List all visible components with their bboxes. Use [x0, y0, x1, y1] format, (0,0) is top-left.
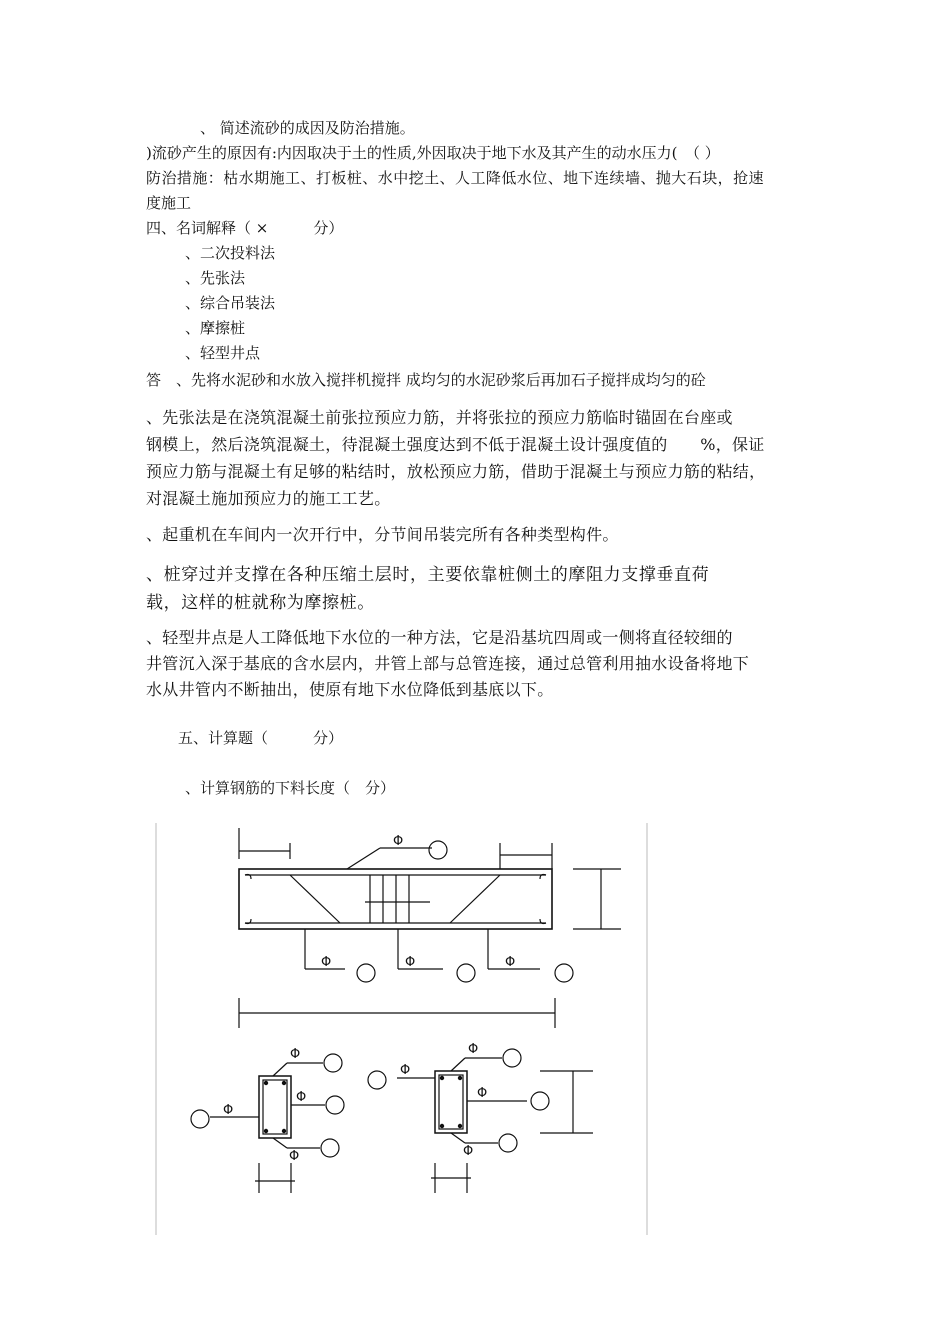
q3-measures-line1: 防治措施：枯水期施工、打板桩、水中挖土、人工降低水位、地下连续墙、抛大石块，抢速	[146, 169, 765, 187]
answer-3: 、起重机在车间内一次开行中，分节间吊装完所有各种类型构件。	[146, 525, 619, 544]
section4-heading: 四、名词解释（ × 分）	[146, 219, 344, 237]
rebar-diagram	[155, 823, 649, 1235]
bar-label-right-sec-outer: Φ	[400, 1063, 411, 1078]
bar-label-left-sec-bottom: Φ	[289, 1149, 300, 1164]
q3-measures-line2: 度施工	[146, 194, 192, 212]
term-5: 、轻型井点	[185, 344, 261, 362]
answer-2-line4: 对混凝土施加预应力的施工工艺。	[146, 489, 391, 508]
answer-2-line3: 预应力筋与混凝土有足够的粘结时，放松预应力筋，借助于混凝土与预应力筋的粘结，	[146, 462, 766, 481]
bar-label-left-sec-side: Φ	[296, 1090, 307, 1105]
answer-2-line1: 、先张法是在浇筑混凝土前张拉预应力筋，并将张拉的预应力筋临时锚固在台座或	[146, 408, 733, 427]
answer-5-line2: 井管沉入深于基底的含水层内，井管上部与总管连接，通过总管利用抽水设备将地下	[146, 654, 750, 673]
answer-4-line1: 、桩穿过并支撑在各种压缩土层时，主要依靠桩侧土的摩阻力支撑垂直荷	[146, 565, 710, 585]
answer-5-line3: 水从井管内不断抽出，使原有地下水位降低到基底以下。	[146, 680, 554, 699]
bar-label-right-sec-side: Φ	[477, 1086, 488, 1101]
q3-cause: )流砂产生的原因有:内因取决于土的性质,外因取决于地下水及其产生的动水压力( （ ）	[146, 144, 720, 162]
bar-label-top: Φ	[393, 834, 404, 849]
calc-question-1: 、计算钢筋的下料长度（ 分）	[185, 779, 396, 797]
term-4: 、摩擦桩	[185, 319, 246, 337]
bar-label-right-sec-top: Φ	[468, 1042, 479, 1057]
bar-label-bottom-left: Φ	[321, 955, 332, 970]
term-2: 、先张法	[185, 269, 246, 287]
term-1: 、二次投料法	[185, 244, 276, 262]
bar-label-bottom-mid: Φ	[405, 955, 416, 970]
answer-5-line1: 、轻型井点是人工降低地下水位的一种方法，它是沿基坑四周或一侧将直径较细的	[146, 628, 733, 647]
bar-label-left-sec-outer: Φ	[223, 1103, 234, 1118]
section5-heading: 五、计算题（ 分）	[178, 729, 344, 747]
bar-label-left-sec-top: Φ	[290, 1047, 301, 1062]
bar-label-right-sec-bottom: Φ	[463, 1144, 474, 1159]
q3-title: 、 简述流砂的成因及防治措施。	[200, 119, 415, 137]
answer-2-line2: 钢模上，然后浇筑混凝土，待混凝土强度达到不低于混凝土设计强度值的 %，保证	[146, 435, 765, 454]
term-3: 、综合吊装法	[185, 294, 276, 312]
bar-label-bottom-right: Φ	[505, 955, 516, 970]
answer-4-line2: 载，这样的桩就称为摩擦桩。	[146, 593, 375, 613]
answer-1: 答 、先将水泥砂和水放入搅拌机搅拌 成均匀的水泥砂浆后再加石子搅拌成均匀的砼	[146, 371, 706, 389]
